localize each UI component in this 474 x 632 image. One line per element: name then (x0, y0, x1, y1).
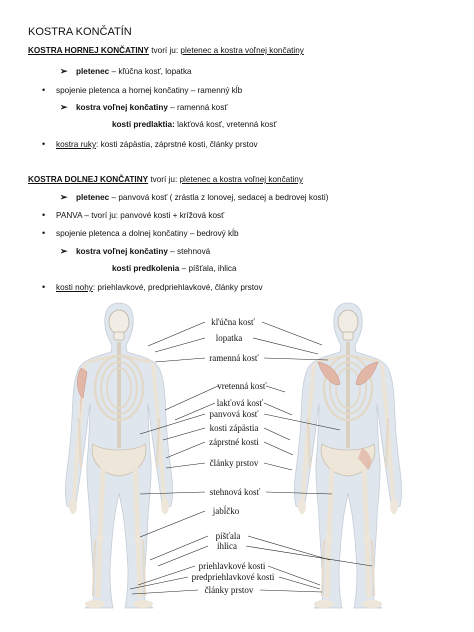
arrow-bullet-icon: ➢ (60, 66, 68, 76)
bullet-icon: • (42, 210, 46, 220)
lower-list-item: • kosti nohy: priehlavkové, predpriehlavkové, články prstov (42, 282, 263, 292)
lower-list-item: • spojenie pletenca a dolnej končatiny – bedrový kĺb (42, 228, 239, 238)
bone-label: predpriehlavkové kosti (191, 572, 275, 582)
bone-label: lopatka (215, 333, 243, 343)
lower-list-item: ➢ pletenec – panvová kosť ( zrástla z lonovej, sedacej a bedrovej kosti) (60, 192, 329, 202)
upper-limb-intro: KOSTRA HORNEJ KONČATINY tvorí ju: pletenec a kostra voľnej končatiny (28, 46, 304, 55)
bone-label: panvová kosť (209, 409, 259, 419)
bone-label: kosti zápästia (209, 423, 259, 433)
bone-label: záprstné kosti (209, 437, 259, 447)
bone-label: vretenná kosť (217, 381, 267, 391)
bone-label: články prstov (204, 585, 254, 595)
bullet-icon: • (42, 139, 46, 149)
bone-label: články prstov (209, 458, 259, 468)
upper-list-item: ➢ pletenec – kľúčna kosť, lopatka (60, 66, 192, 76)
bone-label: ramenná kosť (209, 353, 259, 363)
lower-list-item: kosti predkolenia – píšťala, ihlica (112, 264, 237, 273)
bone-label: ihlica (217, 541, 237, 551)
bullet-icon: • (42, 228, 46, 238)
arrow-bullet-icon: ➢ (60, 102, 68, 112)
lower-list-item: ➢ kostra voľnej končatiny – stehnová (60, 246, 211, 256)
bullet-icon: • (42, 85, 46, 95)
skeleton-front-view (66, 303, 173, 608)
bone-labels (192, 317, 275, 595)
page-title: KOSTRA KONČATÍN (28, 26, 132, 38)
arrow-bullet-icon: ➢ (60, 246, 68, 256)
bone-label: jabĺčko (212, 506, 240, 516)
bone-label: stehnová kosť (209, 487, 261, 497)
upper-list-item: kosti predlaktia: lakťová kosť, vretenná kosť (112, 120, 277, 129)
bullet-icon: • (42, 282, 46, 292)
bone-label: píšťala (215, 531, 241, 541)
bone-label: kľúčna kosť (211, 317, 255, 327)
arrow-bullet-icon: ➢ (60, 192, 68, 202)
bone-label: priehlavkové kosti (198, 561, 266, 571)
lower-limb-heading: KOSTRA DOLNEJ KONČATINY (28, 175, 149, 184)
upper-list-item: • kostra ruky: kosti zápästia, záprstné kosti, články prstov (42, 139, 258, 149)
upper-limb-heading: KOSTRA HORNEJ KONČATINY (28, 46, 149, 55)
upper-list-item: • spojenie pletenca a hornej končatiny – ramenný kĺb (42, 85, 243, 95)
bone-label: lakťová kosť (216, 398, 264, 408)
lower-list-item: • PANVA – tvorí ju: panvové kosti + krížová kosť (42, 210, 225, 220)
upper-list-item: ➢ kostra voľnej končatiny – ramenná kosť (60, 102, 228, 112)
lower-limb-intro: KOSTRA DOLNEJ KONČATINY tvorí ju: pletenec a kostra voľnej končatiny (28, 175, 303, 184)
